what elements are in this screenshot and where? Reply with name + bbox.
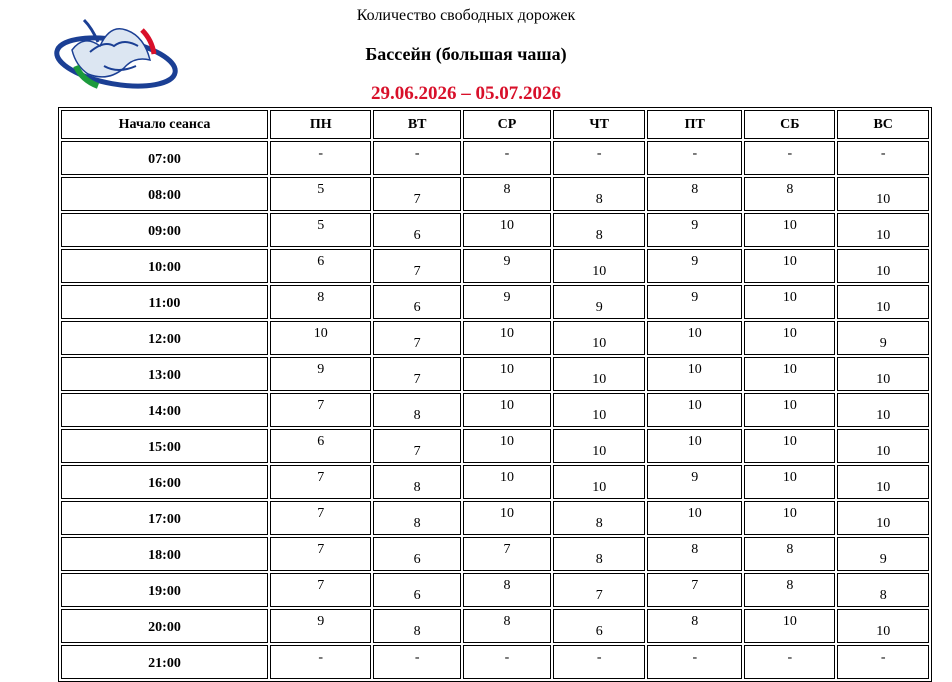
free-lanes-value: 9 (503, 254, 511, 269)
column-header-wed: СР (463, 110, 551, 139)
free-lanes-cell (373, 213, 460, 247)
free-lanes-value: - (787, 146, 793, 161)
free-lanes-cell (837, 573, 929, 607)
free-lanes-value: 7 (691, 578, 699, 593)
session-time-cell: 20:00 (61, 609, 268, 643)
free-lanes-value: 10 (782, 290, 797, 305)
free-lanes-value: - (596, 146, 602, 161)
table-row (61, 177, 929, 211)
free-lanes-cell (837, 537, 929, 571)
page-title: Бассейн (большая чаша) (365, 44, 567, 64)
table-row (61, 213, 929, 247)
column-header-session-start: Начало сеанса (61, 110, 268, 139)
free-lanes-cell (837, 429, 929, 463)
free-lanes-value: 7 (317, 542, 325, 557)
free-lanes-cell (744, 465, 835, 499)
free-lanes-cell (373, 537, 460, 571)
free-lanes-cell (837, 285, 929, 319)
free-lanes-cell (647, 429, 742, 463)
column-header-sun: ВС (837, 110, 929, 139)
free-lanes-value: - (596, 650, 602, 665)
free-lanes-cell (270, 609, 371, 643)
free-lanes-cell (270, 357, 371, 391)
free-lanes-cell (553, 609, 645, 643)
free-lanes-value: 9 (691, 254, 699, 269)
free-lanes-cell (463, 213, 551, 247)
free-lanes-cell (837, 321, 929, 355)
free-lanes-cell (837, 465, 929, 499)
session-time-cell: 10:00 (61, 249, 268, 283)
free-lanes-value: 8 (691, 182, 699, 197)
free-lanes-cell (647, 573, 742, 607)
table-row (61, 141, 929, 175)
free-lanes-cell (837, 609, 929, 643)
free-lanes-value: 10 (876, 300, 891, 315)
free-lanes-value: 8 (786, 578, 794, 593)
free-lanes-cell (837, 213, 929, 247)
free-lanes-cell (837, 141, 929, 175)
free-lanes-cell (553, 537, 645, 571)
table-row (61, 393, 929, 427)
free-lanes-value: 8 (691, 614, 699, 629)
date-range: 29.06.2026 – 05.07.2026 (371, 83, 561, 104)
free-lanes-value: - (414, 146, 420, 161)
free-lanes-cell (553, 321, 645, 355)
free-lanes-value: 6 (317, 254, 325, 269)
free-lanes-cell (270, 645, 371, 679)
free-lanes-cell (270, 393, 371, 427)
free-lanes-cell (373, 465, 460, 499)
session-time-cell: 14:00 (61, 393, 268, 427)
free-lanes-value: 10 (687, 434, 702, 449)
free-lanes-cell (463, 465, 551, 499)
free-lanes-cell (553, 141, 645, 175)
free-lanes-cell (373, 393, 460, 427)
free-lanes-value: 5 (317, 218, 325, 233)
free-lanes-value: 7 (413, 336, 421, 351)
free-lanes-cell (647, 609, 742, 643)
free-lanes-cell (744, 321, 835, 355)
free-lanes-cell (647, 285, 742, 319)
session-time-cell: 15:00 (61, 429, 268, 463)
free-lanes-cell (744, 645, 835, 679)
free-lanes-value: 8 (413, 624, 421, 639)
free-lanes-value: 10 (876, 228, 891, 243)
free-lanes-value: 10 (782, 218, 797, 233)
table-row (61, 321, 929, 355)
free-lanes-cell (647, 537, 742, 571)
free-lanes-value: 7 (413, 372, 421, 387)
free-lanes-cell (647, 501, 742, 535)
free-lanes-cell (270, 429, 371, 463)
free-lanes-value: 10 (782, 434, 797, 449)
free-lanes-value: 7 (413, 192, 421, 207)
free-lanes-value: 6 (413, 552, 421, 567)
table-header-row (61, 110, 929, 139)
free-lanes-value: 6 (413, 228, 421, 243)
free-lanes-cell (270, 465, 371, 499)
free-lanes-value: - (504, 146, 510, 161)
free-lanes-value: 10 (500, 506, 514, 521)
table-row (61, 537, 929, 571)
session-time-cell: 18:00 (61, 537, 268, 571)
free-lanes-value: 8 (595, 552, 603, 567)
free-lanes-value: 10 (500, 326, 514, 341)
free-lanes-cell (744, 609, 835, 643)
free-lanes-value: 8 (317, 290, 325, 305)
free-lanes-value: 7 (413, 444, 421, 459)
free-lanes-cell (373, 573, 460, 607)
free-lanes-cell (744, 249, 835, 283)
free-lanes-cell (647, 357, 742, 391)
free-lanes-value: 10 (592, 336, 607, 351)
free-lanes-cell (270, 285, 371, 319)
free-lanes-value: 7 (317, 470, 325, 485)
free-lanes-cell (744, 501, 835, 535)
free-lanes-cell (647, 249, 742, 283)
session-time-cell: 21:00 (61, 645, 268, 679)
free-lanes-value: 10 (592, 264, 607, 279)
session-time-cell: 08:00 (61, 177, 268, 211)
free-lanes-value: 8 (595, 192, 603, 207)
free-lanes-value: - (504, 650, 510, 665)
free-lanes-value: 9 (879, 552, 887, 567)
free-lanes-cell (837, 501, 929, 535)
free-lanes-cell (373, 609, 460, 643)
free-lanes-value: 10 (876, 264, 891, 279)
free-lanes-value: 10 (500, 218, 514, 233)
column-header-fri: ПТ (647, 110, 742, 139)
free-lanes-value: 9 (691, 470, 699, 485)
free-lanes-value: 10 (687, 506, 702, 521)
free-lanes-cell (647, 213, 742, 247)
free-lanes-value: 9 (503, 290, 511, 305)
free-lanes-value: 10 (782, 362, 797, 377)
table-row (61, 249, 929, 283)
free-lanes-value: 10 (687, 326, 702, 341)
free-lanes-cell (373, 285, 460, 319)
free-lanes-value: 10 (876, 192, 891, 207)
free-lanes-value: 10 (592, 480, 607, 495)
free-lanes-cell (553, 573, 645, 607)
free-lanes-cell (270, 177, 371, 211)
free-lanes-cell (553, 501, 645, 535)
free-lanes-cell (553, 177, 645, 211)
free-lanes-value: 10 (782, 398, 797, 413)
free-lanes-value: 8 (595, 228, 603, 243)
free-lanes-value: 7 (503, 542, 511, 557)
free-lanes-cell (553, 429, 645, 463)
free-lanes-value: 10 (500, 434, 514, 449)
free-lanes-value: 10 (500, 362, 514, 377)
free-lanes-value: 10 (687, 398, 702, 413)
table-row (61, 285, 929, 319)
free-lanes-cell (647, 141, 742, 175)
free-lanes-cell (837, 393, 929, 427)
free-lanes-cell (553, 285, 645, 319)
free-lanes-cell (553, 357, 645, 391)
free-lanes-cell (373, 141, 460, 175)
free-lanes-value: 10 (592, 408, 607, 423)
free-lanes-cell (647, 465, 742, 499)
free-lanes-value: 8 (786, 182, 794, 197)
free-lanes-value: 10 (782, 614, 797, 629)
free-lanes-cell (837, 249, 929, 283)
free-lanes-cell (463, 321, 551, 355)
lanes-table (58, 107, 932, 682)
free-lanes-cell (373, 645, 460, 679)
free-lanes-value: 10 (592, 372, 607, 387)
free-lanes-cell (837, 645, 929, 679)
free-lanes-value: 10 (500, 398, 514, 413)
free-lanes-cell (270, 501, 371, 535)
free-lanes-cell (463, 573, 551, 607)
free-lanes-value: 7 (413, 264, 421, 279)
free-lanes-value: 10 (782, 326, 797, 341)
free-lanes-cell (744, 285, 835, 319)
free-lanes-value: 6 (595, 624, 603, 639)
free-lanes-value: 10 (876, 372, 891, 387)
free-lanes-cell (373, 357, 460, 391)
free-lanes-value: 10 (782, 254, 797, 269)
free-lanes-cell (373, 177, 460, 211)
column-header-sat: СБ (744, 110, 835, 139)
free-lanes-value: 8 (413, 516, 421, 531)
free-lanes-value: 10 (313, 326, 328, 341)
free-lanes-cell (463, 249, 551, 283)
free-lanes-cell (744, 573, 835, 607)
free-lanes-value: 9 (691, 218, 699, 233)
free-lanes-value: 7 (595, 588, 603, 603)
free-lanes-value: 10 (876, 516, 891, 531)
free-lanes-value: - (318, 650, 324, 665)
free-lanes-cell (463, 177, 551, 211)
free-lanes-value: 9 (691, 290, 699, 305)
free-lanes-cell (647, 177, 742, 211)
free-lanes-value: 10 (782, 506, 797, 521)
free-lanes-value: 9 (317, 614, 325, 629)
free-lanes-value: - (787, 650, 793, 665)
free-lanes-cell (373, 501, 460, 535)
table-row (61, 501, 929, 535)
free-lanes-cell (463, 141, 551, 175)
free-lanes-cell (744, 537, 835, 571)
free-lanes-value: 8 (595, 516, 603, 531)
free-lanes-cell (553, 465, 645, 499)
free-lanes-cell (463, 357, 551, 391)
free-lanes-cell (744, 357, 835, 391)
table-row (61, 609, 929, 643)
free-lanes-value: - (318, 146, 324, 161)
free-lanes-cell (463, 285, 551, 319)
free-lanes-value: 8 (691, 542, 699, 557)
free-lanes-cell (373, 429, 460, 463)
free-lanes-cell (463, 609, 551, 643)
free-lanes-value: 5 (317, 182, 325, 197)
free-lanes-value: - (692, 650, 698, 665)
free-lanes-value: - (880, 146, 886, 161)
free-lanes-value: 10 (500, 470, 514, 485)
free-lanes-cell (463, 501, 551, 535)
free-lanes-cell (647, 321, 742, 355)
free-lanes-cell (463, 645, 551, 679)
free-lanes-value: 7 (317, 506, 325, 521)
session-time-cell: 16:00 (61, 465, 268, 499)
free-lanes-cell (647, 393, 742, 427)
free-lanes-value: 6 (413, 300, 421, 315)
free-lanes-cell (270, 141, 371, 175)
free-lanes-cell (463, 393, 551, 427)
free-lanes-cell (744, 393, 835, 427)
free-lanes-value: - (692, 146, 698, 161)
column-header-thu: ЧТ (553, 110, 645, 139)
free-lanes-cell (373, 249, 460, 283)
free-lanes-value: - (414, 650, 420, 665)
free-lanes-value: 10 (687, 362, 702, 377)
free-lanes-value: 10 (876, 444, 891, 459)
free-lanes-value: 10 (876, 624, 891, 639)
column-header-mon: ПН (270, 110, 371, 139)
free-lanes-cell (463, 429, 551, 463)
session-time-cell: 17:00 (61, 501, 268, 535)
free-lanes-cell (744, 177, 835, 211)
free-lanes-value: 8 (503, 614, 511, 629)
free-lanes-cell (744, 429, 835, 463)
free-lanes-cell (270, 321, 371, 355)
session-time-cell: 13:00 (61, 357, 268, 391)
free-lanes-value: 10 (876, 480, 891, 495)
free-lanes-cell (744, 213, 835, 247)
session-time-cell: 19:00 (61, 573, 268, 607)
free-lanes-value: 9 (595, 300, 603, 315)
session-time-cell: 11:00 (61, 285, 268, 319)
table-row (61, 429, 929, 463)
free-lanes-cell (837, 357, 929, 391)
free-lanes-value: 7 (317, 398, 325, 413)
free-lanes-value: 8 (786, 542, 794, 557)
free-lanes-cell (553, 393, 645, 427)
page-subtitle: Количество свободных дорожек (356, 7, 576, 24)
free-lanes-value: 10 (876, 408, 891, 423)
table-row (61, 357, 929, 391)
free-lanes-value: 10 (782, 470, 797, 485)
free-lanes-value: 6 (317, 434, 325, 449)
free-lanes-cell (744, 141, 835, 175)
free-lanes-value: 8 (413, 480, 421, 495)
free-lanes-value: 6 (413, 588, 421, 603)
free-lanes-cell (373, 321, 460, 355)
free-lanes-cell (837, 177, 929, 211)
free-lanes-cell (270, 573, 371, 607)
session-time-cell: 07:00 (61, 141, 268, 175)
free-lanes-value: 10 (592, 444, 607, 459)
free-lanes-value: 8 (879, 588, 887, 603)
free-lanes-value: 9 (879, 336, 887, 351)
free-lanes-cell (270, 213, 371, 247)
free-lanes-value: 8 (503, 578, 511, 593)
table-row (61, 465, 929, 499)
table-row (61, 573, 929, 607)
free-lanes-cell (270, 537, 371, 571)
table-row (61, 645, 929, 679)
free-lanes-cell (553, 213, 645, 247)
free-lanes-value: 8 (413, 408, 421, 423)
free-lanes-cell (270, 249, 371, 283)
free-lanes-value: 7 (317, 578, 325, 593)
free-lanes-cell (553, 249, 645, 283)
column-header-tue: ВТ (373, 110, 460, 139)
session-time-cell: 09:00 (61, 213, 268, 247)
free-lanes-value: 9 (317, 362, 325, 377)
free-lanes-cell (647, 645, 742, 679)
free-lanes-cell (463, 537, 551, 571)
free-lanes-value: 8 (503, 182, 511, 197)
free-lanes-cell (553, 645, 645, 679)
free-lanes-value: - (880, 650, 886, 665)
session-time-cell: 12:00 (61, 321, 268, 355)
